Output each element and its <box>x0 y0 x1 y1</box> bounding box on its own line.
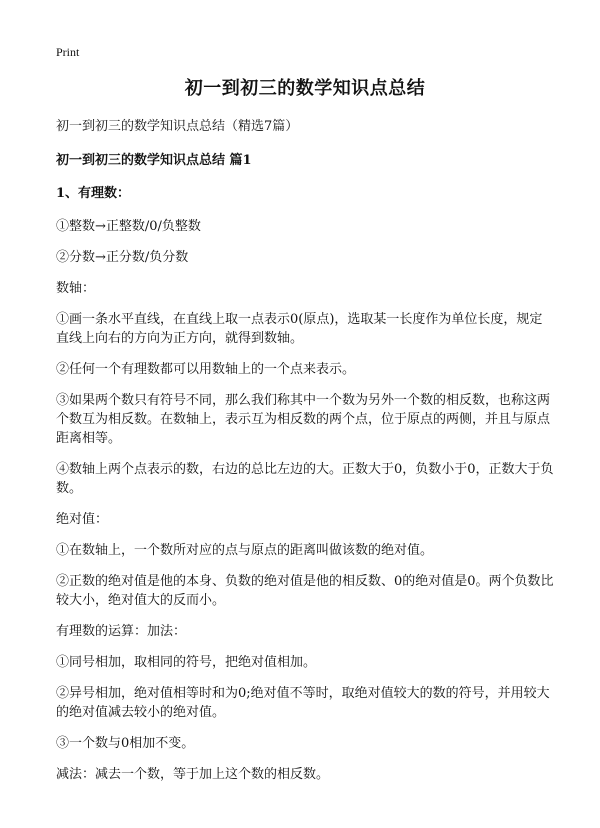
paragraph-absolute-value-heading: 绝对值： <box>56 512 109 527</box>
paragraph-number-line-2: ②任何一个有理数都可以用数轴上的一个点来表示。 <box>56 362 356 377</box>
page-title: 初一到初三的数学知识点总结 <box>184 78 426 99</box>
paragraph-number-line-3: ③如果两个数只有符号不同，那么我们称其中一个数为另外一个数的相反数，也称这两个数互为相反数。在数轴上，表示互为相反数的两个点，位于原点的两侧，并且与原点距离相等。 <box>56 393 551 446</box>
paragraph-number-line-4: ④数轴上两个点表示的数，右边的总比左边的大。正数大于0，负数小于0，正数大于负数。 <box>56 462 554 496</box>
paragraph-integers: ①整数→正整数/0/负整数 <box>56 219 201 234</box>
paragraph-absolute-value-2: ②正数的绝对值是他的本身、负数的绝对值是他的相反数、0的绝对值是0。两个负数比较大小，绝对值大的反而小。 <box>56 574 554 608</box>
paragraph-operations-heading: 有理数的运算：加法： <box>56 624 187 639</box>
paragraph-subtraction: 减法：减去一个数，等于加上这个数的相反数。 <box>56 767 330 782</box>
paragraph-fractions: ②分数→正分数/负分数 <box>56 250 189 265</box>
paragraph-number-line-1: ①画一条水平直线，在直线上取一点表示0(原点)，选取某一长度作为单位长度，规定直线上向右的方向为正方向，就得到数轴。 <box>56 312 543 346</box>
paragraph-addition-3: ③一个数与0相加不变。 <box>56 736 195 751</box>
paragraph-number-line-heading: 数轴： <box>56 281 96 296</box>
paragraph-addition-2: ②异号相加，绝对值相等时和为0;绝对值不等时，取绝对值较大的数的符号，并用较大的绝对值减去较小的绝对值。 <box>56 686 550 720</box>
document-subtitle: 初一到初三的数学知识点总结（精选7篇） <box>56 119 299 134</box>
paragraph-addition-1: ①同号相加，取相同的符号，把绝对值相加。 <box>56 655 317 670</box>
print-label: Print <box>56 45 80 59</box>
section-heading: 初一到初三的数学知识点总结 篇1 <box>56 153 252 168</box>
paragraph-absolute-value-1: ①在数轴上，一个数所对应的点与原点的距离叫做该数的绝对值。 <box>56 543 434 558</box>
subsection-heading: 1、有理数： <box>56 186 131 201</box>
